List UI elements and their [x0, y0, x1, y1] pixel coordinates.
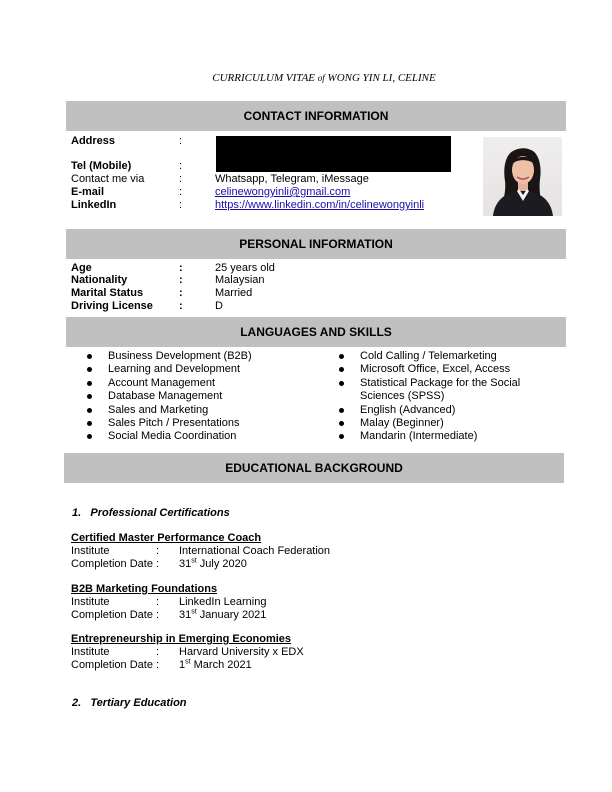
- date-suffix: st: [191, 557, 197, 565]
- institute-value: Harvard University x EDX: [179, 646, 304, 658]
- languages-section-title: LANGUAGES AND SKILLS: [240, 325, 392, 339]
- separator: :: [156, 646, 160, 658]
- linkedin-row: [71, 199, 471, 212]
- profile-photo-drawing: [483, 137, 562, 216]
- marital-label: Marital Status: [71, 287, 144, 299]
- completion-value: [179, 659, 252, 672]
- license-value: D: [215, 300, 223, 312]
- date-day: 1: [179, 659, 186, 671]
- cert-completion-row: [71, 609, 471, 622]
- list-item: Cold Calling / Telemarketing: [336, 350, 556, 363]
- date-suffix: st: [185, 658, 191, 666]
- date-day: 31: [179, 558, 192, 570]
- linkedin-link[interactable]: https://www.linkedin.com/in/celinewongyinli: [215, 199, 425, 211]
- skills-list-left: [84, 350, 324, 444]
- list-item: Business Development (B2B): [84, 350, 324, 363]
- completion-value: [179, 609, 266, 622]
- cert-title: Entrepreneurship in Emerging Economies: [71, 633, 292, 645]
- education-section-title: EDUCATIONAL BACKGROUND: [225, 461, 403, 475]
- heading-text: Professional Certifications: [90, 507, 230, 519]
- institute-value: International Coach Federation: [179, 545, 331, 557]
- address-label: Address: [71, 135, 116, 147]
- contact-via-value: Whatsapp, Telegram, iMessage: [215, 173, 369, 185]
- separator: :: [179, 173, 183, 185]
- age-label: Age: [71, 262, 92, 274]
- nationality-value: Malaysian: [215, 274, 265, 286]
- list-item: Mandarin (Intermediate): [336, 430, 556, 443]
- list-item: Database Management: [84, 390, 324, 403]
- date-rest: March 2021: [190, 659, 252, 671]
- marital-value: Married: [215, 287, 253, 299]
- list-item: Microsoft Office, Excel, Access: [336, 363, 556, 376]
- languages-section-header: [66, 317, 566, 347]
- age-value: 25 years old: [215, 262, 275, 274]
- personal-section-title: PERSONAL INFORMATION: [239, 237, 393, 251]
- separator: :: [179, 300, 183, 312]
- institute-label: Institute: [71, 646, 110, 658]
- date-rest: July 2020: [196, 558, 247, 570]
- separator: :: [156, 596, 160, 608]
- completion-label: Completion Date :: [71, 558, 160, 570]
- separator: :: [179, 274, 183, 286]
- title-name: WONG YIN LI, CELINE: [324, 72, 436, 84]
- contact-section-header: [66, 101, 566, 131]
- list-item: Social Media Coordination: [84, 430, 324, 443]
- separator: :: [179, 160, 183, 172]
- cert-institute-row: [71, 596, 471, 609]
- date-suffix: st: [191, 608, 197, 616]
- marital-row: [71, 287, 471, 300]
- nationality-label: Nationality: [71, 274, 128, 286]
- list-item: Account Management: [84, 377, 324, 390]
- title-of: of: [317, 73, 325, 83]
- cert-title: B2B Marketing Foundations: [71, 583, 218, 595]
- list-item: Sales Pitch / Presentations: [84, 417, 324, 430]
- institute-label: Institute: [71, 545, 110, 557]
- separator: :: [179, 287, 183, 299]
- professional-certifications-heading: [72, 507, 230, 519]
- cert-institute-row: [71, 545, 471, 558]
- heading-number: 2.: [72, 697, 82, 709]
- contact-via-row: [71, 173, 471, 186]
- email-label: E-mail: [71, 186, 105, 198]
- completion-label: Completion Date :: [71, 609, 160, 621]
- completion-label: Completion Date :: [71, 659, 160, 671]
- email-link[interactable]: celinewongyinli@gmail.com: [215, 186, 351, 198]
- document-title: [0, 72, 612, 84]
- list-item: Statistical Package for the Social Sciences (SPSS): [336, 377, 556, 404]
- separator: :: [156, 545, 160, 557]
- institute-value: LinkedIn Learning: [179, 596, 267, 608]
- separator: :: [179, 135, 183, 147]
- list-item: English (Advanced): [336, 404, 556, 417]
- tertiary-education-heading: [72, 697, 187, 709]
- tel-row: [71, 160, 471, 173]
- institute-label: Institute: [71, 596, 110, 608]
- date-rest: January 2021: [196, 609, 267, 621]
- cert-completion-row: [71, 558, 471, 571]
- cert-title: Certified Master Performance Coach: [71, 532, 262, 544]
- linkedin-label: LinkedIn: [71, 199, 117, 211]
- tel-label: Tel (Mobile): [71, 160, 132, 172]
- cert-institute-row: [71, 646, 471, 659]
- separator: :: [179, 199, 183, 211]
- heading-text: Tertiary Education: [90, 697, 187, 709]
- list-item: Malay (Beginner): [336, 417, 556, 430]
- cert-completion-row: [71, 659, 471, 672]
- title-text: CURRICULUM VITAE: [212, 72, 318, 84]
- date-day: 31: [179, 609, 192, 621]
- nationality-row: [71, 274, 471, 287]
- contact-section-title: CONTACT INFORMATION: [243, 109, 389, 123]
- profile-photo: [483, 137, 562, 216]
- contact-via-label: Contact me via: [71, 173, 145, 185]
- separator: :: [179, 186, 183, 198]
- skills-list-right: [336, 350, 556, 444]
- list-item: Learning and Development: [84, 363, 324, 376]
- list-item: Sales and Marketing: [84, 404, 324, 417]
- education-section-header: [64, 453, 564, 483]
- email-row: [71, 186, 471, 199]
- heading-number: 1.: [72, 507, 82, 519]
- separator: :: [179, 262, 183, 274]
- personal-section-header: [66, 229, 566, 259]
- license-row: [71, 300, 471, 313]
- completion-value: [179, 558, 247, 571]
- license-label: Driving License: [71, 300, 153, 312]
